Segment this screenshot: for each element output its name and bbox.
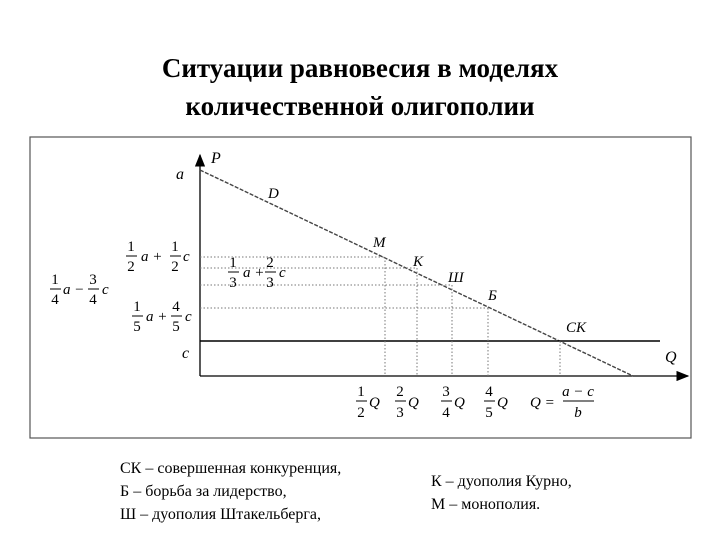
page-title-line-2: количественной олигополии [185, 91, 535, 121]
x-tick-threequarters [441, 384, 465, 421]
page-title-line-1: Ситуации равновесия в моделях [161, 53, 559, 83]
svg-text:4: 4 [172, 299, 180, 315]
svg-text:Q: Q [454, 395, 465, 411]
svg-text:Q =: Q = [530, 395, 555, 411]
label-cournot: К [413, 254, 423, 270]
svg-text:c: c [183, 249, 190, 265]
svg-text:3: 3 [229, 275, 237, 291]
svg-text:1: 1 [357, 384, 365, 400]
svg-text:2: 2 [266, 255, 274, 271]
svg-text:Q: Q [408, 395, 419, 411]
svg-text:3: 3 [89, 272, 97, 288]
label-monopoly: М [373, 235, 386, 251]
legend-item-monopoly: М – монополия. [431, 496, 541, 513]
y-tick-third [228, 255, 286, 291]
svg-text:4: 4 [442, 405, 450, 421]
x-tick-fourfifths [484, 384, 508, 421]
svg-text:3: 3 [266, 275, 274, 291]
svg-text:1: 1 [229, 255, 237, 271]
y-tick-a: a [176, 166, 184, 183]
svg-text:2: 2 [396, 384, 404, 400]
legend-item-cournot: К – дуополия Курно, [431, 473, 572, 490]
legend-item-leadership: Б – борьба за лидерство, [120, 483, 287, 500]
svg-text:a +: a + [243, 265, 265, 281]
y-tick-c: c [182, 345, 190, 362]
svg-text:1: 1 [127, 239, 135, 255]
svg-text:4: 4 [51, 292, 59, 308]
svg-text:2: 2 [357, 405, 365, 421]
svg-text:3: 3 [396, 405, 404, 421]
svg-text:4: 4 [485, 384, 493, 400]
x-tick-twothirds [395, 384, 419, 421]
svg-text:c: c [279, 265, 286, 281]
x-tick-competitive [530, 384, 594, 421]
x-axis-label: Q [665, 349, 677, 366]
label-demand: D [268, 186, 279, 202]
svg-text:2: 2 [127, 259, 135, 275]
svg-text:Q: Q [497, 395, 508, 411]
svg-text:c: c [102, 282, 109, 298]
svg-text:1: 1 [133, 299, 141, 315]
svg-text:2: 2 [171, 259, 179, 275]
y-tick-fifth [132, 299, 192, 335]
legend-right [431, 470, 572, 516]
y-tick-half [126, 239, 190, 275]
svg-text:Q: Q [369, 395, 380, 411]
svg-text:5: 5 [133, 319, 141, 335]
svg-text:1: 1 [171, 239, 179, 255]
y-tick-quarter [50, 272, 109, 308]
label-leadership: Б [488, 288, 497, 304]
svg-text:a − c: a − c [562, 384, 594, 400]
svg-text:b: b [574, 405, 582, 421]
svg-text:5: 5 [172, 319, 180, 335]
y-axis-label: P [211, 150, 221, 167]
label-stackelberg: Ш [448, 270, 464, 286]
x-tick-half [356, 384, 380, 421]
svg-text:3: 3 [442, 384, 450, 400]
legend-item-perfect-competition: СК – совершенная конкуренция, [120, 460, 342, 477]
svg-text:a −: a − [63, 282, 85, 298]
legend-item-stackelberg: Ш – дуополия Штакельберга, [120, 506, 322, 523]
svg-text:a +: a + [146, 309, 168, 325]
svg-text:c: c [185, 309, 192, 325]
svg-text:4: 4 [89, 292, 97, 308]
svg-text:a +: a + [141, 249, 163, 265]
svg-text:5: 5 [485, 405, 493, 421]
label-perfect-competition: СК [566, 320, 586, 336]
svg-text:1: 1 [51, 272, 59, 288]
legend-left [120, 457, 341, 526]
